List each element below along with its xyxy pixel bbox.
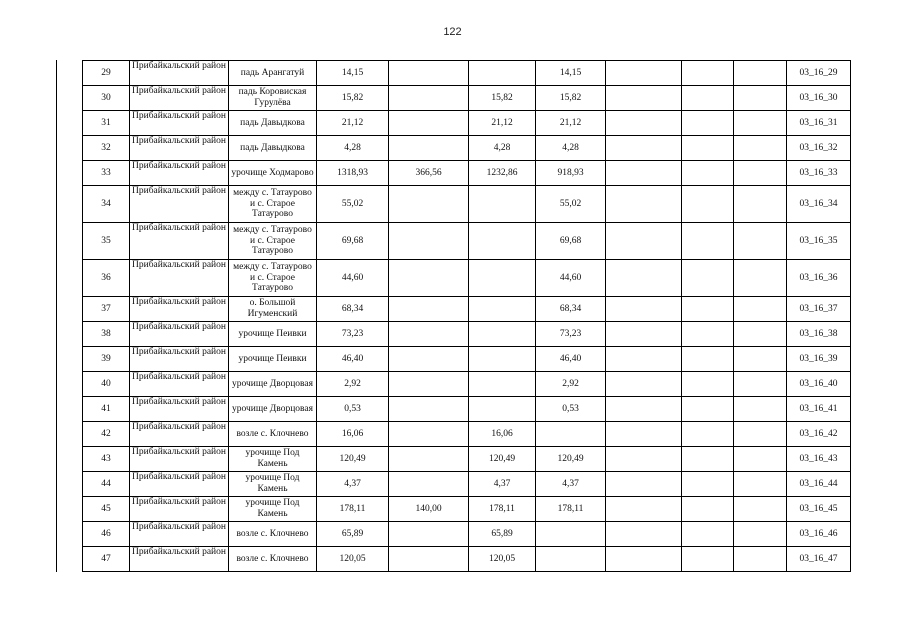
place-cell: урочище Под Камень [229, 447, 317, 472]
value-col-6-cell [682, 447, 734, 472]
value-col-5-cell [606, 161, 682, 186]
value-col-3-cell: 178,11 [469, 497, 536, 522]
table-row [83, 522, 851, 547]
value-col-2-cell [389, 186, 469, 223]
value-col-5-cell [606, 136, 682, 161]
district-cell: Прибайкальский район [130, 322, 229, 347]
value-col-3-cell: 16,06 [469, 422, 536, 447]
code-cell: 03_16_34 [787, 186, 851, 223]
value-col-5-cell [606, 397, 682, 422]
row-number-cell: 35 [83, 223, 130, 260]
district-cell: Прибайкальский район [130, 422, 229, 447]
place-cell: падь Арангатуй [229, 61, 317, 86]
value-col-7-cell [734, 111, 787, 136]
place-cell: о. Большой Игуменский [229, 297, 317, 322]
value-col-4-cell: 2,92 [536, 372, 606, 397]
value-col-5-cell [606, 372, 682, 397]
row-number-cell: 40 [83, 372, 130, 397]
value-col-5-cell [606, 86, 682, 111]
value-col-4-cell: 4,28 [536, 136, 606, 161]
value-col-3-cell [469, 297, 536, 322]
value-col-4-cell: 44,60 [536, 260, 606, 297]
value-col-7-cell [734, 297, 787, 322]
value-col-1-cell: 69,68 [317, 223, 389, 260]
value-col-6-cell [682, 322, 734, 347]
district-cell: Прибайкальский район [130, 347, 229, 372]
value-col-7-cell [734, 61, 787, 86]
table-row [83, 136, 851, 161]
value-col-3-cell [469, 260, 536, 297]
value-col-2-cell [389, 260, 469, 297]
place-cell: урочище Пеивки [229, 347, 317, 372]
value-col-6-cell [682, 61, 734, 86]
value-col-3-cell: 4,28 [469, 136, 536, 161]
value-col-3-cell: 120,49 [469, 447, 536, 472]
district-cell: Прибайкальский район [130, 297, 229, 322]
district-cell: Прибайкальский район [130, 111, 229, 136]
place-cell: урочище Дворцовая [229, 397, 317, 422]
value-col-1-cell: 14,15 [317, 61, 389, 86]
value-col-3-cell [469, 223, 536, 260]
code-cell: 03_16_32 [787, 136, 851, 161]
row-number-cell: 46 [83, 522, 130, 547]
district-cell: Прибайкальский район [130, 472, 229, 497]
value-col-6-cell [682, 372, 734, 397]
value-col-3-cell [469, 186, 536, 223]
place-cell: между с. Татаурово и с. Старое Татаурово [229, 186, 317, 223]
value-col-5-cell [606, 497, 682, 522]
value-col-6-cell [682, 86, 734, 111]
value-col-1-cell: 1318,93 [317, 161, 389, 186]
value-col-4-cell: 4,37 [536, 472, 606, 497]
code-cell: 03_16_33 [787, 161, 851, 186]
value-col-7-cell [734, 547, 787, 572]
row-number-cell: 31 [83, 111, 130, 136]
value-col-4-cell: 21,12 [536, 111, 606, 136]
row-number-cell: 38 [83, 322, 130, 347]
value-col-7-cell [734, 397, 787, 422]
row-number-cell: 42 [83, 422, 130, 447]
place-cell: падь Коровиская Гурулёва [229, 86, 317, 111]
value-col-4-cell: 120,49 [536, 447, 606, 472]
table-row [83, 422, 851, 447]
value-col-3-cell [469, 372, 536, 397]
code-cell: 03_16_40 [787, 372, 851, 397]
district-cell: Прибайкальский район [130, 161, 229, 186]
value-col-4-cell: 69,68 [536, 223, 606, 260]
district-cell: Прибайкальский район [130, 497, 229, 522]
table-row [83, 447, 851, 472]
value-col-2-cell [389, 547, 469, 572]
code-cell: 03_16_31 [787, 111, 851, 136]
district-cell: Прибайкальский район [130, 372, 229, 397]
code-cell: 03_16_41 [787, 397, 851, 422]
value-col-1-cell: 16,06 [317, 422, 389, 447]
value-col-4-cell: 73,23 [536, 322, 606, 347]
value-col-1-cell: 73,23 [317, 322, 389, 347]
value-col-7-cell [734, 260, 787, 297]
row-number-cell: 33 [83, 161, 130, 186]
district-cell: Прибайкальский район [130, 86, 229, 111]
place-cell: падь Давыдкова [229, 136, 317, 161]
page-number: 122 [443, 26, 462, 38]
district-cell: Прибайкальский район [130, 61, 229, 86]
value-col-7-cell [734, 223, 787, 260]
value-col-6-cell [682, 186, 734, 223]
district-cell: Прибайкальский район [130, 397, 229, 422]
value-col-4-cell: 15,82 [536, 86, 606, 111]
code-cell: 03_16_42 [787, 422, 851, 447]
value-col-6-cell [682, 260, 734, 297]
table-row [83, 372, 851, 397]
value-col-3-cell: 15,82 [469, 86, 536, 111]
value-col-2-cell [389, 61, 469, 86]
place-cell: падь Давыдкова [229, 111, 317, 136]
value-col-1-cell: 120,05 [317, 547, 389, 572]
value-col-4-cell: 68,34 [536, 297, 606, 322]
data-table [82, 60, 851, 572]
value-col-5-cell [606, 297, 682, 322]
place-cell: возле с. Клочнево [229, 422, 317, 447]
value-col-5-cell [606, 186, 682, 223]
value-col-5-cell [606, 547, 682, 572]
row-number-cell: 43 [83, 447, 130, 472]
table-row [83, 497, 851, 522]
code-cell: 03_16_37 [787, 297, 851, 322]
place-cell: урочище Под Камень [229, 472, 317, 497]
row-number-cell: 41 [83, 397, 130, 422]
value-col-2-cell: 366,56 [389, 161, 469, 186]
value-col-4-cell: 0,53 [536, 397, 606, 422]
value-col-5-cell [606, 260, 682, 297]
value-col-7-cell [734, 322, 787, 347]
value-col-7-cell [734, 86, 787, 111]
table-row [83, 186, 851, 223]
code-cell: 03_16_43 [787, 447, 851, 472]
value-col-2-cell [389, 322, 469, 347]
code-cell: 03_16_29 [787, 61, 851, 86]
value-col-4-cell [536, 547, 606, 572]
row-number-cell: 45 [83, 497, 130, 522]
value-col-2-cell [389, 223, 469, 260]
place-cell: урочище Ходмарово [229, 161, 317, 186]
value-col-1-cell: 44,60 [317, 260, 389, 297]
value-col-6-cell [682, 472, 734, 497]
value-col-1-cell: 65,89 [317, 522, 389, 547]
value-col-1-cell: 21,12 [317, 111, 389, 136]
value-col-3-cell: 4,37 [469, 472, 536, 497]
code-cell: 03_16_30 [787, 86, 851, 111]
value-col-3-cell: 120,05 [469, 547, 536, 572]
table-row [83, 86, 851, 111]
value-col-5-cell [606, 111, 682, 136]
value-col-7-cell [734, 161, 787, 186]
value-col-5-cell [606, 522, 682, 547]
value-col-3-cell: 21,12 [469, 111, 536, 136]
value-col-1-cell: 2,92 [317, 372, 389, 397]
value-col-7-cell [734, 497, 787, 522]
code-cell: 03_16_36 [787, 260, 851, 297]
value-col-2-cell [389, 522, 469, 547]
code-cell: 03_16_46 [787, 522, 851, 547]
value-col-1-cell: 55,02 [317, 186, 389, 223]
value-col-1-cell: 0,53 [317, 397, 389, 422]
value-col-7-cell [734, 422, 787, 447]
place-cell: возле с. Клочнево [229, 522, 317, 547]
value-col-7-cell [734, 347, 787, 372]
table-row [83, 61, 851, 86]
value-col-7-cell [734, 186, 787, 223]
value-col-7-cell [734, 472, 787, 497]
value-col-2-cell [389, 372, 469, 397]
district-cell: Прибайкальский район [130, 260, 229, 297]
district-cell: Прибайкальский район [130, 522, 229, 547]
place-cell: между с. Татаурово и с. Старое Татаурово [229, 223, 317, 260]
value-col-2-cell: 140,00 [389, 497, 469, 522]
value-col-5-cell [606, 223, 682, 260]
value-col-4-cell [536, 422, 606, 447]
value-col-5-cell [606, 472, 682, 497]
value-col-2-cell [389, 111, 469, 136]
table-row [83, 472, 851, 497]
value-col-1-cell: 178,11 [317, 497, 389, 522]
value-col-3-cell: 1232,86 [469, 161, 536, 186]
district-cell: Прибайкальский район [130, 186, 229, 223]
value-col-6-cell [682, 223, 734, 260]
value-col-2-cell [389, 297, 469, 322]
table-row [83, 111, 851, 136]
district-cell: Прибайкальский район [130, 547, 229, 572]
table-row [83, 347, 851, 372]
value-col-3-cell [469, 397, 536, 422]
place-cell: урочище Под Камень [229, 497, 317, 522]
value-col-2-cell [389, 136, 469, 161]
place-cell: урочище Пеивки [229, 322, 317, 347]
value-col-2-cell [389, 472, 469, 497]
value-col-6-cell [682, 347, 734, 372]
district-cell: Прибайкальский район [130, 223, 229, 260]
value-col-6-cell [682, 522, 734, 547]
place-cell: возле с. Клочнево [229, 547, 317, 572]
value-col-2-cell [389, 347, 469, 372]
row-number-cell: 47 [83, 547, 130, 572]
value-col-7-cell [734, 447, 787, 472]
value-col-3-cell [469, 347, 536, 372]
value-col-2-cell [389, 422, 469, 447]
row-number-cell: 32 [83, 136, 130, 161]
district-cell: Прибайкальский район [130, 447, 229, 472]
table-row [83, 161, 851, 186]
row-number-cell: 44 [83, 472, 130, 497]
value-col-4-cell: 14,15 [536, 61, 606, 86]
table-row [83, 260, 851, 297]
value-col-1-cell: 4,28 [317, 136, 389, 161]
code-cell: 03_16_45 [787, 497, 851, 522]
value-col-1-cell: 15,82 [317, 86, 389, 111]
row-number-cell: 36 [83, 260, 130, 297]
value-col-7-cell [734, 372, 787, 397]
table-row [83, 223, 851, 260]
value-col-7-cell [734, 522, 787, 547]
place-cell: урочище Дворцовая [229, 372, 317, 397]
value-col-2-cell [389, 397, 469, 422]
value-col-3-cell: 65,89 [469, 522, 536, 547]
value-col-1-cell: 120,49 [317, 447, 389, 472]
value-col-5-cell [606, 447, 682, 472]
value-col-2-cell [389, 447, 469, 472]
place-cell: между с. Татаурово и с. Старое Татаурово [229, 260, 317, 297]
value-col-7-cell [734, 136, 787, 161]
row-number-cell: 30 [83, 86, 130, 111]
code-cell: 03_16_38 [787, 322, 851, 347]
value-col-1-cell: 4,37 [317, 472, 389, 497]
margin-rule [56, 60, 57, 572]
value-col-5-cell [606, 422, 682, 447]
row-number-cell: 37 [83, 297, 130, 322]
table-row [83, 322, 851, 347]
row-number-cell: 34 [83, 186, 130, 223]
value-col-1-cell: 46,40 [317, 347, 389, 372]
value-col-4-cell: 918,93 [536, 161, 606, 186]
value-col-5-cell [606, 61, 682, 86]
code-cell: 03_16_47 [787, 547, 851, 572]
code-cell: 03_16_35 [787, 223, 851, 260]
code-cell: 03_16_39 [787, 347, 851, 372]
value-col-4-cell: 55,02 [536, 186, 606, 223]
value-col-3-cell [469, 322, 536, 347]
value-col-6-cell [682, 161, 734, 186]
row-number-cell: 29 [83, 61, 130, 86]
table-row [83, 547, 851, 572]
table-row [83, 397, 851, 422]
district-cell: Прибайкальский район [130, 136, 229, 161]
row-number-cell: 39 [83, 347, 130, 372]
value-col-6-cell [682, 497, 734, 522]
value-col-4-cell: 178,11 [536, 497, 606, 522]
value-col-6-cell [682, 397, 734, 422]
value-col-2-cell [389, 86, 469, 111]
value-col-6-cell [682, 136, 734, 161]
code-cell: 03_16_44 [787, 472, 851, 497]
value-col-6-cell [682, 111, 734, 136]
value-col-4-cell [536, 522, 606, 547]
value-col-4-cell: 46,40 [536, 347, 606, 372]
value-col-3-cell [469, 61, 536, 86]
value-col-6-cell [682, 547, 734, 572]
value-col-5-cell [606, 347, 682, 372]
value-col-1-cell: 68,34 [317, 297, 389, 322]
table-row [83, 297, 851, 322]
value-col-5-cell [606, 322, 682, 347]
value-col-6-cell [682, 422, 734, 447]
value-col-6-cell [682, 297, 734, 322]
